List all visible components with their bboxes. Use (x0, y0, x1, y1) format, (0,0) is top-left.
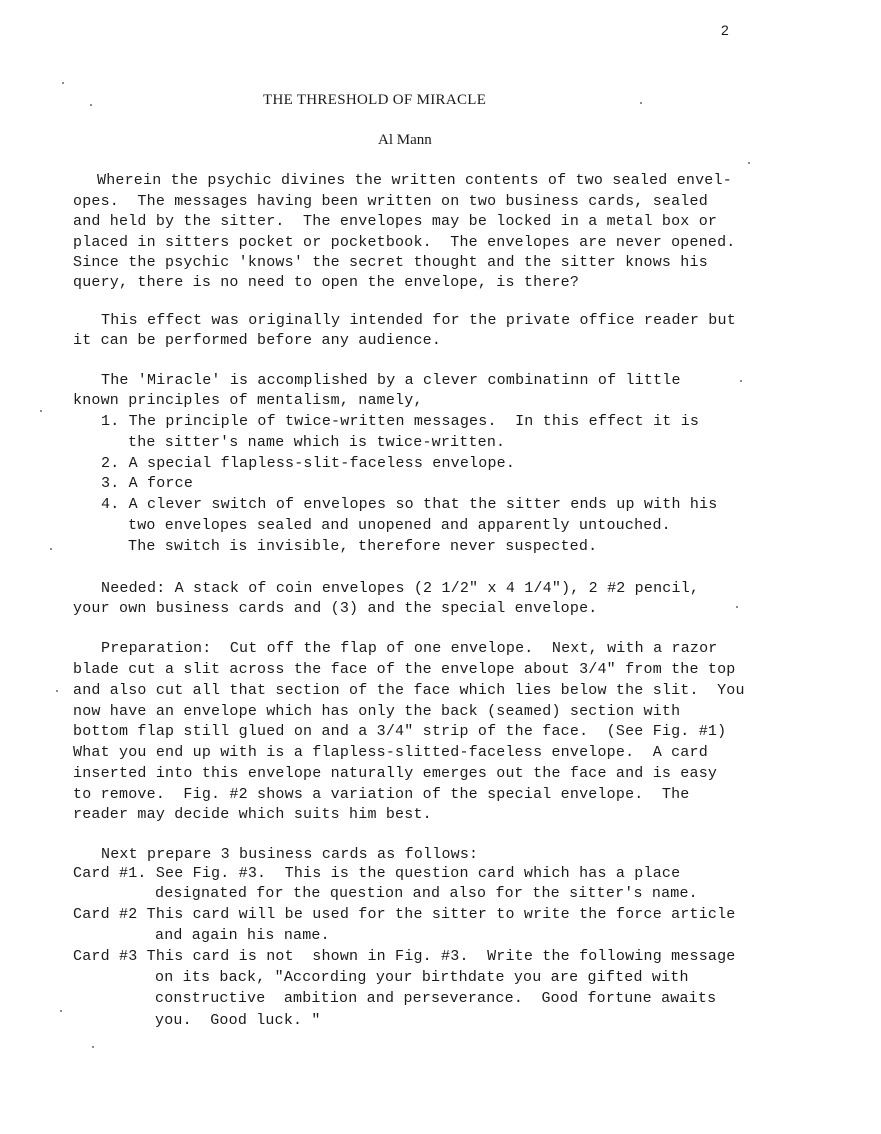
text-line: known principles of mentalism, namely, (73, 392, 423, 409)
card-item-continuation: designated for the question and also for the sitter's name. (155, 885, 698, 902)
list-item: 2. A special flapless-slit-faceless envelope. (101, 455, 516, 472)
list-item: 4. A clever switch of envelopes so that the sitter ends up with his (101, 496, 718, 513)
scan-speck (748, 162, 750, 164)
scan-speck (40, 410, 42, 412)
card-item-continuation: and again his name. (155, 927, 330, 944)
list-item: 1. The principle of twice-written messages. In this effect it is (101, 413, 700, 430)
text-line: What you end up with is a flapless-slitted-faceless envelope. A card (73, 744, 708, 761)
text-line: inserted into this envelope naturally emerges out the face and is easy (73, 765, 718, 782)
text-line: Wherein the psychic divines the written contents of two sealed envel- (97, 172, 732, 189)
text-line: Since the psychic 'knows' the secret thought and the sitter knows his (73, 254, 708, 271)
text-line: reader may decide which suits him best. (73, 806, 432, 823)
scan-speck (736, 606, 738, 608)
text-line: and also cut all that section of the face which lies below the slit. You (73, 682, 745, 699)
text-line: Needed: A stack of coin envelopes (2 1/2" x 4 1/4"), 2 #2 pencil, (101, 580, 700, 597)
scan-speck (640, 102, 642, 104)
scan-speck (92, 1046, 94, 1048)
document-title: THE THRESHOLD OF MIRACLE (263, 92, 487, 108)
card-item: Card #2 This card will be used for the sitter to write the force article (73, 906, 736, 923)
text-line: it can be performed before any audience. (73, 332, 442, 349)
scan-speck (90, 104, 92, 106)
scan-speck (56, 690, 58, 692)
list-item-continuation: The switch is invisible, therefore never suspected. (128, 538, 598, 555)
text-line: placed in sitters pocket or pocketbook. The envelopes are never opened. (73, 234, 736, 251)
text-line: your own business cards and (3) and the special envelope. (73, 600, 598, 617)
text-line: and held by the sitter. The envelopes may be locked in a metal box or (73, 213, 718, 230)
list-item-continuation: two envelopes sealed and unopened and apparently untouched. (128, 517, 671, 534)
card-item-continuation: you. Good luck. " (155, 1012, 321, 1029)
text-line: now have an envelope which has only the back (seamed) section with (73, 703, 681, 720)
text-line: opes. The messages having been written on two business cards, sealed (73, 193, 708, 210)
text-line: The 'Miracle' is accomplished by a clever combinatinn of little (101, 372, 681, 389)
text-line: Next prepare 3 business cards as follows: (101, 846, 479, 863)
text-line: Preparation: Cut off the flap of one envelope. Next, with a razor (101, 640, 718, 657)
text-line: bottom flap still glued on and a 3/4" strip of the face. (See Fig. #1) (73, 723, 727, 740)
text-line: to remove. Fig. #2 shows a variation of the special envelope. The (73, 786, 690, 803)
author-name: Al Mann (378, 132, 432, 148)
scan-speck (60, 1010, 62, 1012)
card-item-continuation: constructive ambition and perseverance. Good fortune awaits (155, 990, 717, 1007)
text-line: query, there is no need to open the envelope, is there? (73, 274, 580, 291)
scan-speck (740, 380, 742, 382)
card-item: Card #3 This card is not shown in Fig. #3. Write the following message (73, 948, 736, 965)
text-line: This effect was originally intended for the private office reader but (101, 312, 736, 329)
list-item: 3. A force (101, 475, 194, 492)
card-item: Card #1. See Fig. #3. This is the question card which has a place (73, 865, 681, 882)
text-line: blade cut a slit across the face of the envelope about 3/4" from the top (73, 661, 736, 678)
card-item-continuation: on its back, "According your birthdate you are gifted with (155, 969, 689, 986)
scan-speck (50, 548, 52, 550)
list-item-continuation: the sitter's name which is twice-written. (128, 434, 506, 451)
page-number: 2 (721, 22, 729, 38)
scan-speck (62, 82, 64, 84)
